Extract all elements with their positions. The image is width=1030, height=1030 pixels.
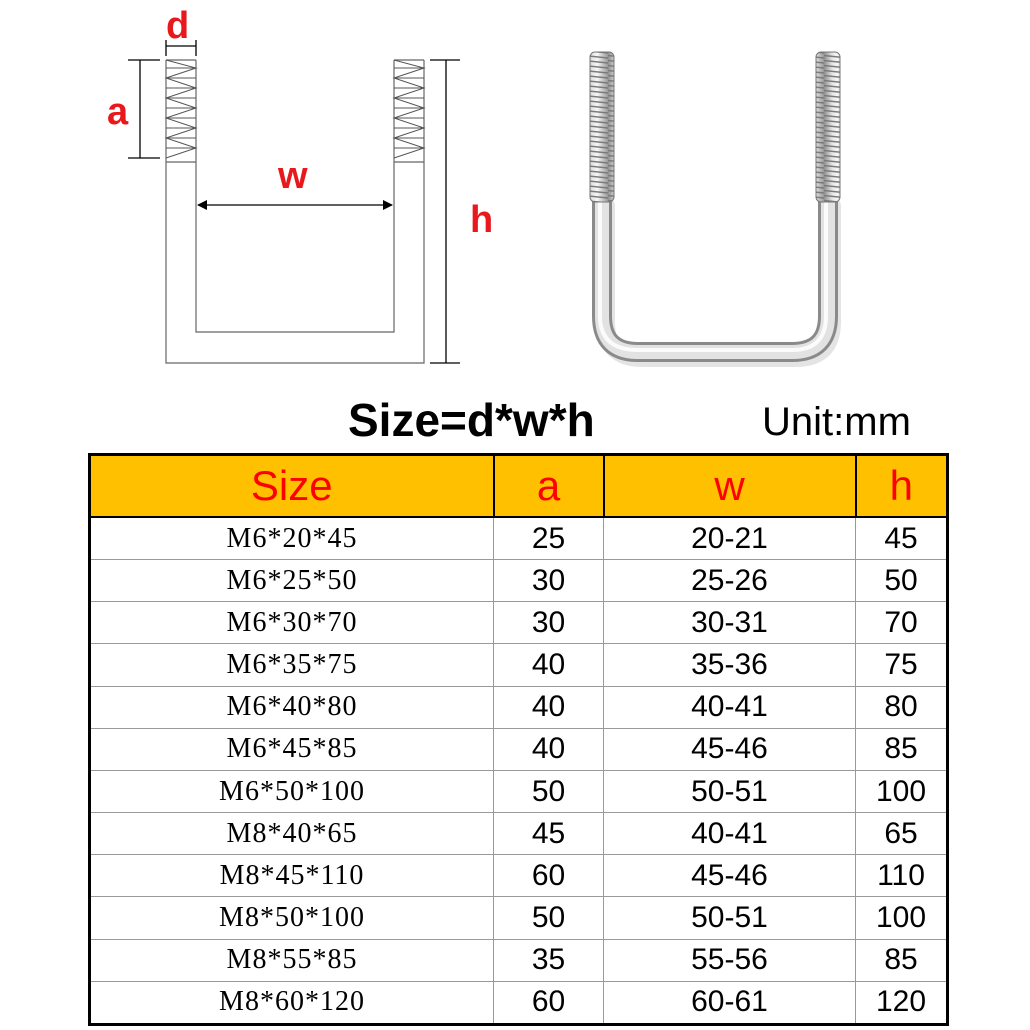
cell-a: 30 <box>494 560 604 602</box>
size-formula-title: Size=d*w*h <box>348 394 595 446</box>
cell-size: M6*45*85 <box>90 728 494 770</box>
cell-h: 75 <box>856 644 948 686</box>
cell-w: 40-41 <box>604 686 856 728</box>
cell-w: 45-46 <box>604 855 856 897</box>
dimension-h <box>430 60 460 363</box>
unit-label: Unit:mm <box>762 400 911 444</box>
thread-hatch-left <box>166 60 196 158</box>
table-row <box>90 813 948 855</box>
header-a: a <box>494 455 604 518</box>
cell-a: 50 <box>494 770 604 812</box>
cell-w: 20-21 <box>604 517 856 560</box>
table-row <box>90 686 948 728</box>
cell-size: M6*25*50 <box>90 560 494 602</box>
table-row <box>90 644 948 686</box>
cell-w: 45-46 <box>604 728 856 770</box>
cell-size: M8*60*120 <box>90 981 494 1024</box>
cell-a: 60 <box>494 981 604 1024</box>
cell-a: 60 <box>494 855 604 897</box>
cell-w: 30-31 <box>604 602 856 644</box>
cell-size: M6*20*45 <box>90 517 494 560</box>
table-row <box>90 939 948 981</box>
label-w: w <box>278 155 308 197</box>
cell-a: 35 <box>494 939 604 981</box>
cell-h: 70 <box>856 602 948 644</box>
table-header-row <box>90 455 948 518</box>
cell-size: M8*55*85 <box>90 939 494 981</box>
cell-a: 30 <box>494 602 604 644</box>
cell-h: 110 <box>856 855 948 897</box>
cell-a: 40 <box>494 686 604 728</box>
dimension-a <box>128 60 160 158</box>
cell-a: 45 <box>494 813 604 855</box>
u-bolt-dimension-diagram <box>0 0 540 385</box>
cell-w: 55-56 <box>604 939 856 981</box>
cell-a: 40 <box>494 728 604 770</box>
header-w: w <box>604 455 856 518</box>
cell-h: 85 <box>856 939 948 981</box>
table-row <box>90 897 948 939</box>
cell-h: 80 <box>856 686 948 728</box>
label-d: d <box>166 5 190 47</box>
table-row <box>90 981 948 1024</box>
cell-h: 65 <box>856 813 948 855</box>
cell-a: 25 <box>494 517 604 560</box>
cell-a: 40 <box>494 644 604 686</box>
table-row <box>90 602 948 644</box>
cell-w: 35-36 <box>604 644 856 686</box>
header-size: Size <box>90 455 494 518</box>
cell-size: M8*40*65 <box>90 813 494 855</box>
cell-size: M8*45*110 <box>90 855 494 897</box>
cell-size: M6*40*80 <box>90 686 494 728</box>
u-bolt-outline <box>166 60 424 363</box>
cell-h: 50 <box>856 560 948 602</box>
cell-size: M6*50*100 <box>90 770 494 812</box>
cell-w: 50-51 <box>604 770 856 812</box>
label-h: h <box>470 199 494 241</box>
u-bolt-photo <box>560 30 860 370</box>
cell-w: 25-26 <box>604 560 856 602</box>
cell-h: 120 <box>856 981 948 1024</box>
table-row <box>90 770 948 812</box>
table-row <box>90 728 948 770</box>
cell-h: 100 <box>856 897 948 939</box>
cell-h: 45 <box>856 517 948 560</box>
cell-size: M6*35*75 <box>90 644 494 686</box>
cell-a: 50 <box>494 897 604 939</box>
size-spec-table <box>88 453 949 1026</box>
cell-size: M6*30*70 <box>90 602 494 644</box>
cell-w: 50-51 <box>604 897 856 939</box>
cell-w: 40-41 <box>604 813 856 855</box>
cell-size: M8*50*100 <box>90 897 494 939</box>
table-row <box>90 517 948 560</box>
cell-h: 85 <box>856 728 948 770</box>
header-h: h <box>856 455 948 518</box>
cell-h: 100 <box>856 770 948 812</box>
thread-hatch-right <box>394 60 424 158</box>
table-row <box>90 560 948 602</box>
label-a: a <box>107 91 129 133</box>
cell-w: 60-61 <box>604 981 856 1024</box>
table-row <box>90 855 948 897</box>
